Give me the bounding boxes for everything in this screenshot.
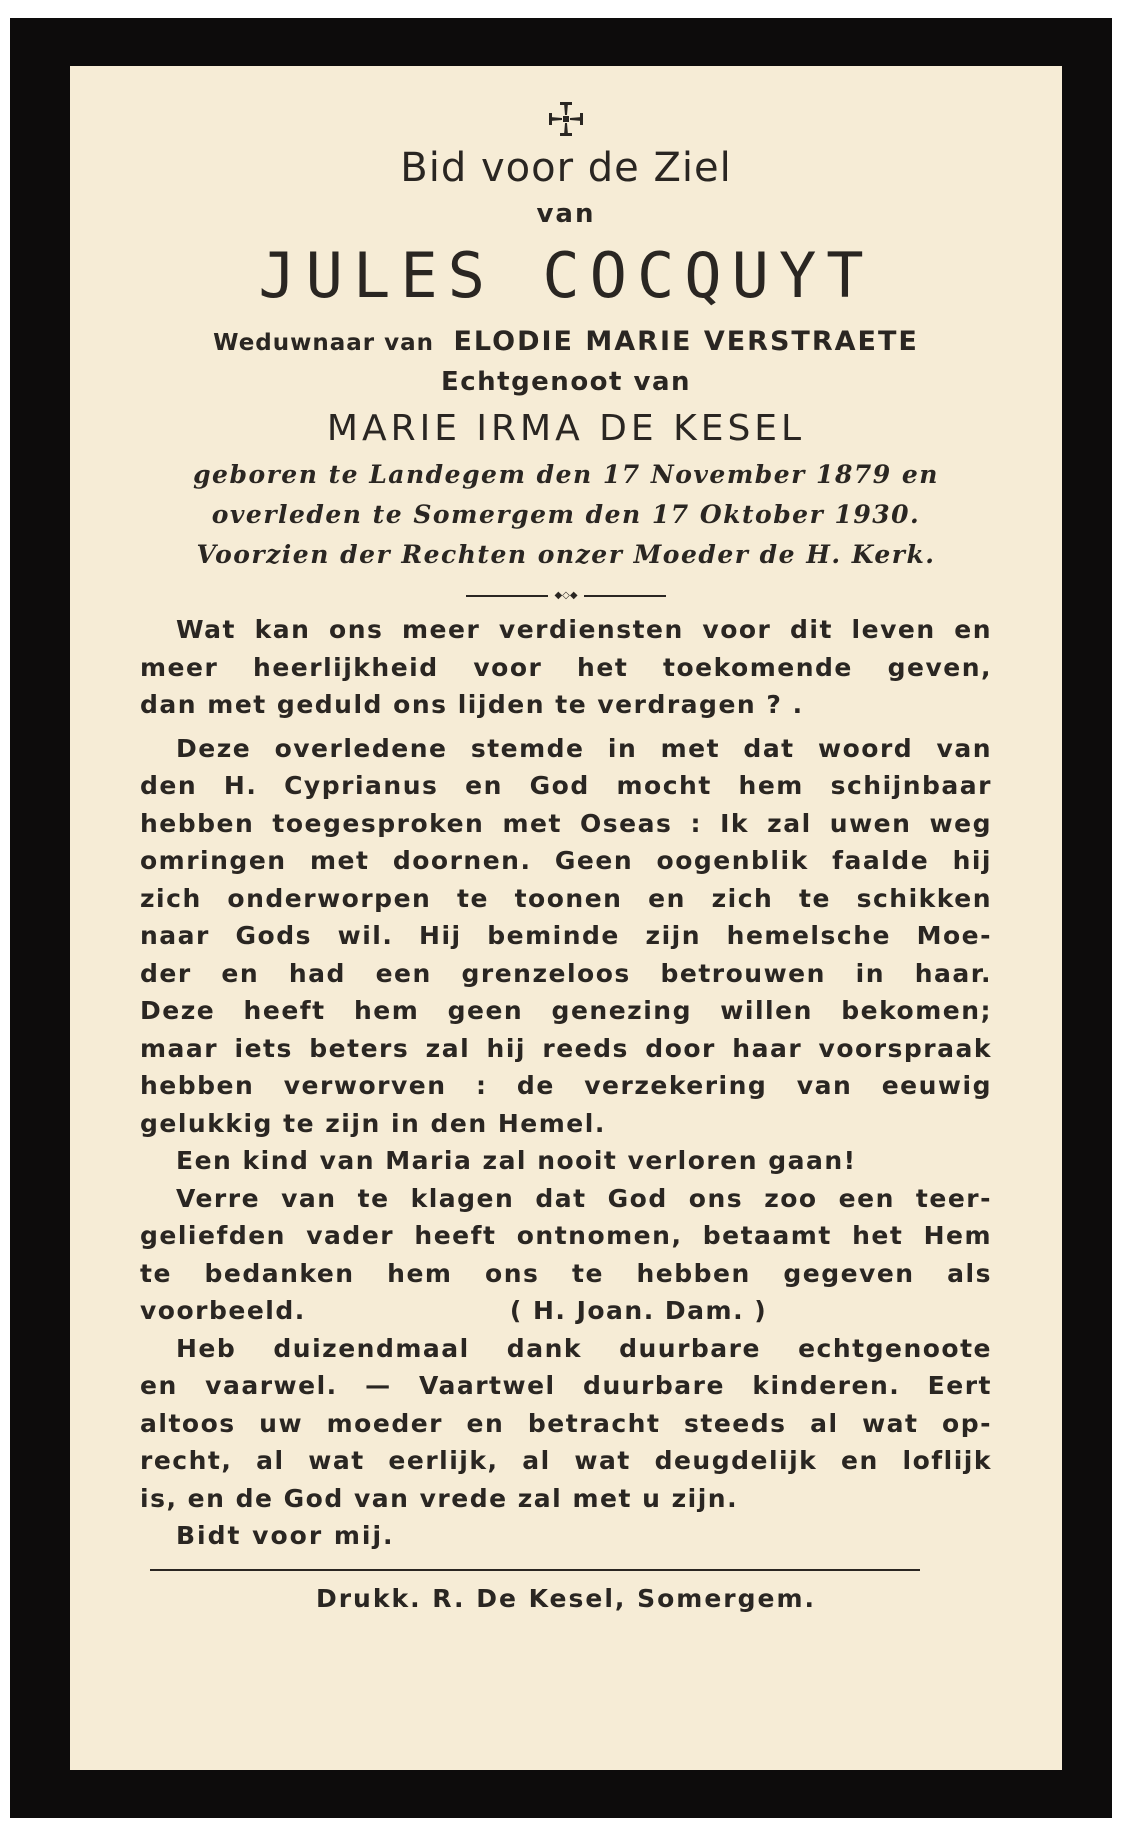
text-line: meer heerlijkheid voor het toekomende geven,	[140, 652, 992, 682]
text-line: den H. Cyprianus en God mocht hem schijnbaar	[140, 771, 992, 800]
paragraph-4	[140, 1180, 992, 1330]
text-line: hebben verworven : de verzekering van eeuwig	[140, 1071, 992, 1100]
paragraph-1	[140, 611, 992, 724]
prayer-heading: Bid voor de Ziel	[400, 145, 732, 191]
ornament-knot-icon: ◆◇◆	[548, 591, 584, 601]
text-line: Deze heeft hem geen genezing willen bekomen;	[140, 996, 992, 1025]
text-line: gelukkig te zijn in den Hemel.	[140, 1108, 606, 1138]
text-line: zich onderworpen te toonen en zich te schikken	[140, 883, 992, 913]
text-line: Deze overledene stemde in met dat woord van	[176, 733, 992, 763]
spouse-name: MARIE IRMA DE KESEL	[326, 408, 806, 449]
text-line: Verre van te klagen dat God ons zoo een teer-	[176, 1183, 992, 1213]
bio-line-sacraments: Voorzien der Rechten onzer Moeder de H. Kerk.	[196, 540, 936, 569]
paragraph-2	[140, 730, 992, 1143]
text-line: hebben toegesproken met Oseas : Ik zal uwen weg	[140, 808, 992, 838]
text-line: Een kind van Maria zal nooit verloren gaan!	[176, 1146, 857, 1175]
text-line: dan met geduld ons lijden te verdragen ? .	[140, 690, 804, 719]
spouse-label: Echtgenoot van	[440, 367, 692, 397]
bio-line-death: overleden te Somergem den 17 Oktober 1930.	[211, 500, 921, 529]
bio-line-birth: geboren te Landegem den 17 November 1879 en	[193, 460, 939, 489]
bio-block	[140, 455, 992, 575]
footer-rule	[150, 1569, 920, 1571]
text-line: te bedanken hem ons te hebben gegeven als	[140, 1258, 992, 1288]
text-line: en vaarwel. — Vaartwel duurbare kinderen. Eert	[140, 1371, 992, 1400]
cross-icon	[140, 94, 992, 140]
text-line: maar iets beters zal hij reeds door haar voorspraak	[140, 1033, 992, 1063]
signoff: Bidt voor mij.	[176, 1521, 395, 1550]
cross-icon-graphic	[548, 101, 584, 137]
text-line: naar Gods wil. Hij beminde zijn hemelsche Moe-	[140, 921, 992, 950]
widower-prefix: Weduwnaar van	[213, 330, 435, 356]
text-line: omringen met doornen. Geen oogenblik faalde hij	[140, 846, 992, 875]
paragraph-3	[140, 1142, 992, 1180]
text-line: der en had een grenzeloos betrouwen in haar.	[140, 958, 992, 988]
text-line: Wat kan ons meer verdiensten voor dit leven en	[176, 615, 992, 644]
text-line: geliefden vader heeft ontnomen, betaamt het Hem	[140, 1221, 992, 1250]
text-line-with-citation: voorbeeld. ( H. Joan. Dam. )	[140, 1296, 768, 1325]
widower-line	[140, 322, 992, 363]
text-line: altoos uw moeder en betracht steeds al wat op-	[140, 1408, 992, 1438]
printer-credit: Drukk. R. De Kesel, Somergem.	[315, 1583, 817, 1613]
memorial-card-paper	[70, 66, 1062, 1770]
memorial-card-border	[10, 18, 1112, 1818]
ornament-divider	[466, 589, 666, 603]
text-line: Heb duizendmaal dank duurbare echtgenoote	[176, 1333, 992, 1363]
van-label: van	[536, 199, 596, 229]
deceased-name: JULES COCQUYT	[258, 239, 874, 312]
late-wife-name: ELODIE MARIE VERSTRAETE	[453, 326, 919, 357]
text-line: recht, al wat eerlijk, al wat deugdelijk en loflijk	[140, 1446, 992, 1475]
paragraph-5	[140, 1330, 992, 1518]
text-line: is, en de God van vrede zal met u zijn.	[140, 1483, 739, 1513]
